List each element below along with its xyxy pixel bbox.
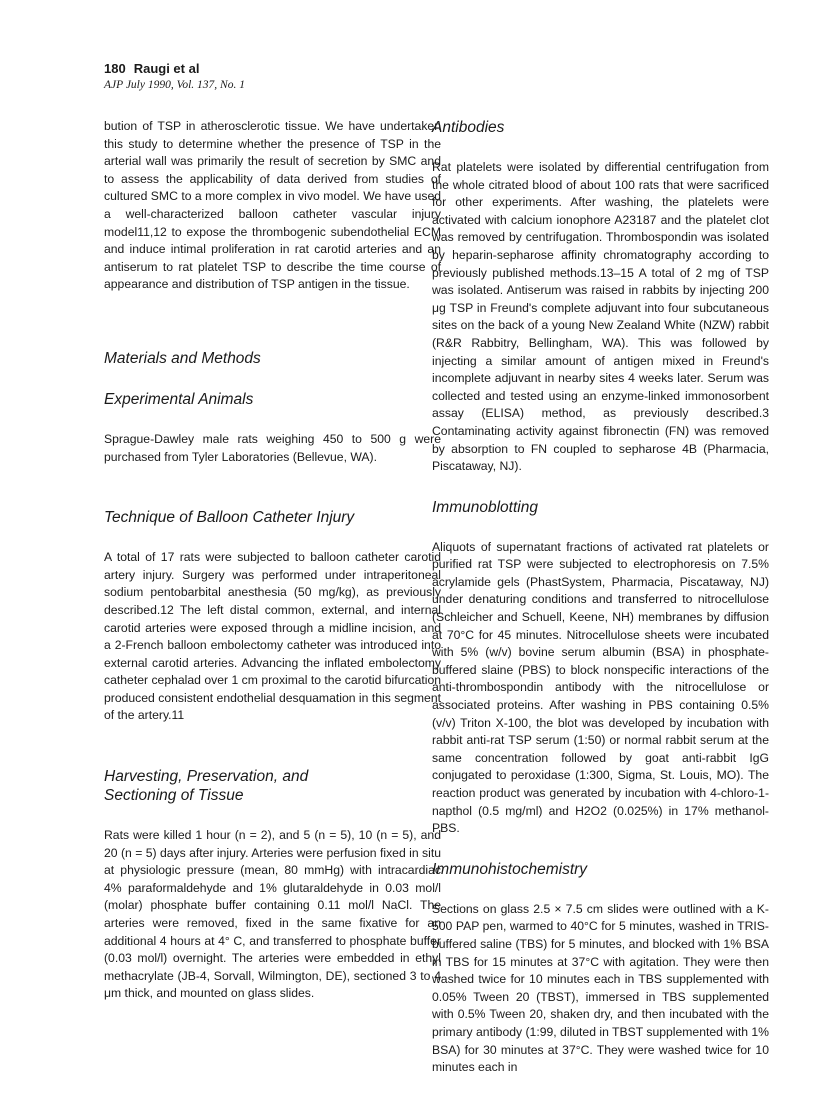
paragraph-balloon-catheter: A total of 17 rats were subjected to balloon catheter carotid artery injury. Surgery was performed under intraperitoneal sodium pentobarbital anesthesia (50 mg/kg), as previously described.12 The left distal common, external, and internal carotid arteries were exposed through a midline incision, and a 2-French balloon embolectomy catheter was introduced into external carotid arteries. Advancing the inflated embolectomy catheter cephalad over 1 cm proximal to the carotid bifurcation produced consistent endothelial desquamation in this segment of the artery.11 <box>104 550 441 723</box>
right-column <box>432 118 769 1077</box>
heading-harvesting-line2: Sectioning of Tissue <box>104 787 244 805</box>
heading-harvesting-line1: Harvesting, Preservation, and <box>104 768 309 786</box>
left-column <box>104 118 441 1003</box>
page-number: 180 <box>104 61 126 76</box>
heading-antibodies: Antibodies <box>432 119 505 136</box>
paragraph-immunohistochemistry: Sections on glass 2.5 × 7.5 cm slides were outlined with a K-500 PAP pen, warmed to 40°C for 5 minutes, washed in TRIS-buffered saline (TBS) for 5 minutes, and blocked with 1% BSA in TBS for 15 minutes at 37°C with agitation. They were then washed twice for 10 minutes each in TBS supplemented with 0.05% Tween 20 (TBST), immersed in TBS supplemented with 0.5% Tween 20, shaken dry, and then incubated with the primary antibody (1:99, diluted in TBST supplemented with 1% BSA) for 30 minutes at 37°C. They were washed twice for 10 minutes each in <box>432 901 769 1075</box>
journal-citation: AJP July 1990, Vol. 137, No. 1 <box>104 79 245 91</box>
intro-paragraph: bution of TSP in atherosclerotic tissue. We have undertaken this study to determine whether the presence of TSP in the arterial wall was primarily the result of secretion by SMC and to assess the applicability of data derived from studies of cultured SMC to a more complex in vivo model. We have used a well-characterized balloon catheter vascular injury model11,12 to expose the thrombogenic subendothelial ECM and induce intimal proliferation in rat carotid arteries and an antiserum to rat platelet TSP to describe the time course of appearance and distribution of TSP antigen in the tissue. <box>104 119 441 292</box>
section-title-materials-methods: Materials and Methods <box>104 349 261 367</box>
heading-immunoblotting: Immunoblotting <box>432 498 538 516</box>
authors: Raugi et al <box>133 61 200 76</box>
paragraph-antibodies: Rat platelets were isolated by differential centrifugation from the whole citrated blood of about 100 rats that were sacrificed for other experiments. After washing, the platelets were activated with calcium ionophore A23187 and the platelet clot was removed by centrifugation. Thrombospondin was isolated by heparin-sepharose affinity chromatography according to previously published methods.13–15 A total of 2 mg of TSP was isolated. Antiserum was raised in rabbits by injecting 200 μg TSP in Freund's complete adjuvant into four subcutaneous sites on the back of a young New Zealand White (NZW) rabbit (R&R Rabbitry, Bellingham, WA). This was followed by injecting a similar amount of antigen mixed in Freund's incomplete adjuvant in nearby sites 4 weeks later. Serum was collected and tested using an enzyme-linked immonosorbent assay (ELISA) method, as previously described.3 Contaminating activity against fibronectin (FN) was removed by absorption to FN coupled to sepharose 4B (Pharmacia, Piscataway, NJ). <box>432 160 769 474</box>
running-head <box>104 60 245 78</box>
paragraph-harvesting: Rats were killed 1 hour (n = 2), and 5 (n = 5), 10 (n = 5), and 20 (n = 5) days after injury. Arteries were perfusion fixed in situ at physiologic pressure (mean, 80 mmHg) with intracardiac 4% paraformaldehyde and 1% glutaraldehyde in 0.03 mol/l (molar) phosphate buffer containing 0.11 mol/l NaCl. The arteries were removed, fixed in the same fixative for an additional 4 hours at 4° C, and transferred to phosphate buffer (0.03 mol/l) overnight. The arteries were embedded in ethyl methacrylate (JB-4, Sorvall, Wilmington, DE), sectioned 3 to 4 μm thick, and mounted on glass slides. <box>104 828 441 1001</box>
paragraph-experimental-animals: Sprague-Dawley male rats weighing 450 to 500 g were purchased from Tyler Laboratories (Bellevue, WA). <box>104 431 441 464</box>
heading-immunohistochemistry: Immunohistochemistry <box>432 860 588 878</box>
paragraph-immunoblotting: Aliquots of supernatant fractions of activated rat platelets or purified rat TSP were subjected to electrophoresis on 7.5% acrylamide gels (PhastSystem, Pharmacia, Piscataway, NJ) under denaturing conditions and transferred to nitrocellulose (Schleicher and Schuell, Keene, NH) membranes by diffusion at 70°C for 45 minutes. Nitrocellulose sheets were incubated with 5% (w/v) bovine serum albumin (BSA) in phosphate-buffered slaine (PBS) to block nonspecific interactions of the anti-thrombospondin antibody with the nitrocellulose or associated proteins. After washing in PBS containing 0.5% (v/v) Triton X-100, the blot was developed by incubation with rabbit anti-rat TSP serum (1:50) or normal rabbit serum at the same concentration followed by goat anti-rabbit IgG conjugated to peroxidase (1:300, Sigma, St. Louis, MO). The reaction product was generated by incubation with 4-chloro-1-napthol (0.5 mg/ml) and H2O2 (0.025%) in 17% methanol-PBS. <box>432 539 769 836</box>
heading-balloon-catheter: Technique of Balloon Catheter Injury <box>104 509 355 527</box>
page-header <box>104 60 245 91</box>
heading-experimental-animals: Experimental Animals <box>104 390 254 408</box>
